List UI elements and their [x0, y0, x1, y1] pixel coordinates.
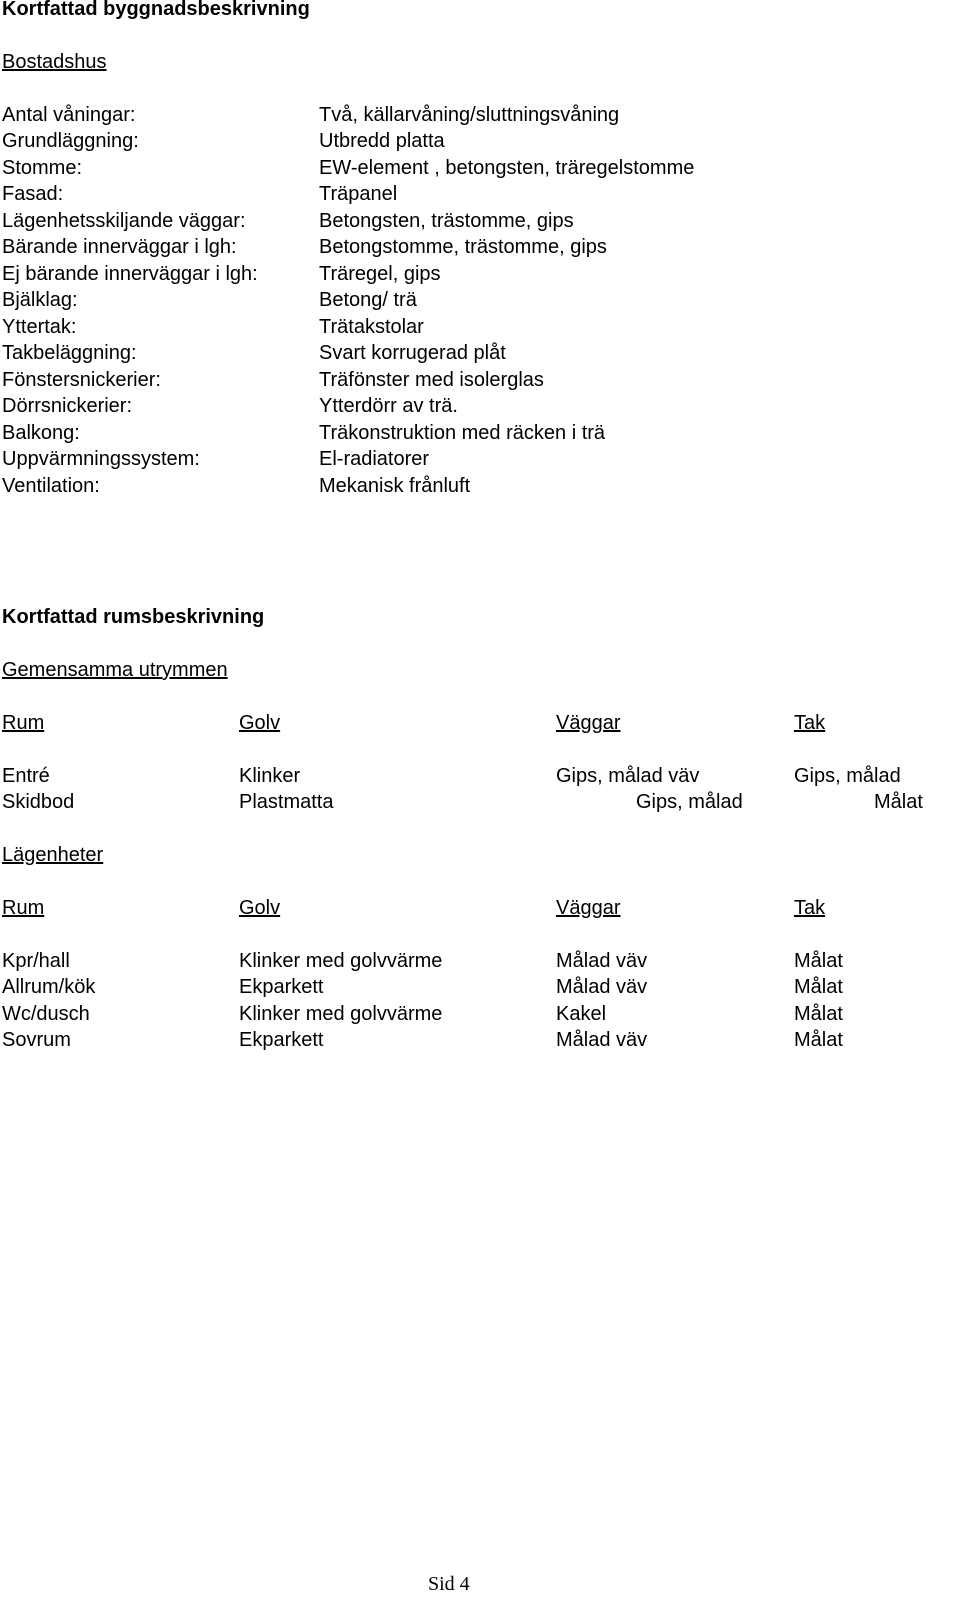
spec-label: Fasad:	[2, 183, 64, 205]
cell-walls: Målad väv	[556, 950, 648, 972]
rooms-title: Kortfattad rumsbeskrivning	[2, 606, 265, 628]
spec-label: Dörrsnickerier:	[2, 395, 133, 417]
spec-row	[0, 103, 960, 130]
column-header-floor: Golv	[239, 712, 281, 734]
cell-room: Entré	[2, 765, 50, 787]
spec-label: Stomme:	[2, 157, 83, 179]
table-row	[0, 1028, 960, 1055]
spec-value: Mekanisk frånluft	[319, 475, 471, 497]
column-header-walls: Väggar	[556, 712, 621, 734]
cell-room: Kpr/hall	[2, 950, 70, 972]
spec-value: Utbredd platta	[319, 130, 445, 152]
spec-row	[0, 421, 960, 448]
spec-value: Betong/ trä	[319, 289, 417, 311]
spec-value: Betongsten, trästomme, gips	[319, 210, 574, 232]
spec-label: Antal våningar:	[2, 104, 136, 126]
cell-room: Wc/dusch	[2, 1003, 90, 1025]
spec-row	[0, 235, 960, 262]
spec-label: Grundläggning:	[2, 130, 139, 152]
spec-label: Bjälklag:	[2, 289, 78, 311]
table-row	[0, 764, 960, 791]
spec-row	[0, 182, 960, 209]
spec-value: Betongstomme, trästomme, gips	[319, 236, 607, 258]
spec-row	[0, 447, 960, 474]
cell-floor: Ekparkett	[239, 1029, 324, 1051]
cell-floor: Ekparkett	[239, 976, 324, 998]
spec-value: Svart korrugerad plåt	[319, 342, 506, 364]
table-row	[0, 790, 960, 817]
spec-label: Takbeläggning:	[2, 342, 137, 364]
spec-value: Ytterdörr av trä.	[319, 395, 458, 417]
spec-value: Träfönster med isolerglas	[319, 369, 544, 391]
spec-value: Två, källarvåning/sluttningsvåning	[319, 104, 620, 126]
spec-value: Träregel, gips	[319, 263, 441, 285]
cell-walls: Gips, målad	[636, 791, 743, 813]
cell-ceiling: Målat	[874, 791, 923, 813]
cell-ceiling: Målat	[794, 1029, 843, 1051]
spec-row	[0, 262, 960, 289]
spec-label: Yttertak:	[2, 316, 77, 338]
spec-row	[0, 129, 960, 156]
cell-floor: Klinker med golvvärme	[239, 950, 443, 972]
column-header-room: Rum	[2, 897, 45, 919]
section-heading-bostadshus: Bostadshus	[2, 51, 107, 73]
cell-walls: Kakel	[556, 1003, 607, 1025]
cell-floor: Plastmatta	[239, 791, 334, 813]
spec-row	[0, 315, 960, 342]
page-title: Kortfattad byggnadsbeskrivning	[2, 0, 310, 20]
spec-row	[0, 288, 960, 315]
column-header-ceiling: Tak	[794, 897, 826, 919]
table-row	[0, 975, 960, 1002]
cell-walls: Målad väv	[556, 1029, 648, 1051]
spec-value: Träpanel	[319, 183, 398, 205]
section-heading-apartments: Lägenheter	[2, 844, 104, 866]
table-header-row	[0, 711, 960, 738]
spec-label: Bärande innerväggar i lgh:	[2, 236, 237, 258]
spec-row	[0, 341, 960, 368]
page-number: Sid 4	[428, 1573, 470, 1595]
spec-value: El-radiatorer	[319, 448, 430, 470]
cell-ceiling: Målat	[794, 1003, 843, 1025]
spec-row	[0, 368, 960, 395]
spec-label: Ej bärande innerväggar i lgh:	[2, 263, 258, 285]
table-header-row	[0, 896, 960, 923]
column-header-ceiling: Tak	[794, 712, 826, 734]
cell-ceiling: Målat	[794, 976, 843, 998]
spec-label: Uppvärmningssystem:	[2, 448, 200, 470]
cell-floor: Klinker med golvvärme	[239, 1003, 443, 1025]
spec-row	[0, 209, 960, 236]
spec-value: Träkonstruktion med räcken i trä	[319, 422, 606, 444]
spec-value: EW-element , betongsten, träregelstomme	[319, 157, 695, 179]
cell-room: Allrum/kök	[2, 976, 96, 998]
table-row	[0, 1002, 960, 1029]
spec-label: Fönstersnickerier:	[2, 369, 161, 391]
table-row	[0, 949, 960, 976]
spec-label: Ventilation:	[2, 475, 100, 497]
column-header-room: Rum	[2, 712, 45, 734]
cell-walls: Gips, målad väv	[556, 765, 700, 787]
spec-row	[0, 394, 960, 421]
cell-ceiling: Gips, målad	[794, 765, 901, 787]
cell-room: Sovrum	[2, 1029, 71, 1051]
cell-room: Skidbod	[2, 791, 75, 813]
section-heading-common-areas: Gemensamma utrymmen	[2, 659, 228, 681]
cell-ceiling: Målat	[794, 950, 843, 972]
spec-label: Balkong:	[2, 422, 80, 444]
spec-label: Lägenhetsskiljande väggar:	[2, 210, 246, 232]
spec-value: Trätakstolar	[319, 316, 424, 338]
spec-row	[0, 156, 960, 183]
spec-row	[0, 474, 960, 501]
cell-floor: Klinker	[239, 765, 301, 787]
cell-walls: Målad väv	[556, 976, 648, 998]
column-header-floor: Golv	[239, 897, 281, 919]
column-header-walls: Väggar	[556, 897, 621, 919]
